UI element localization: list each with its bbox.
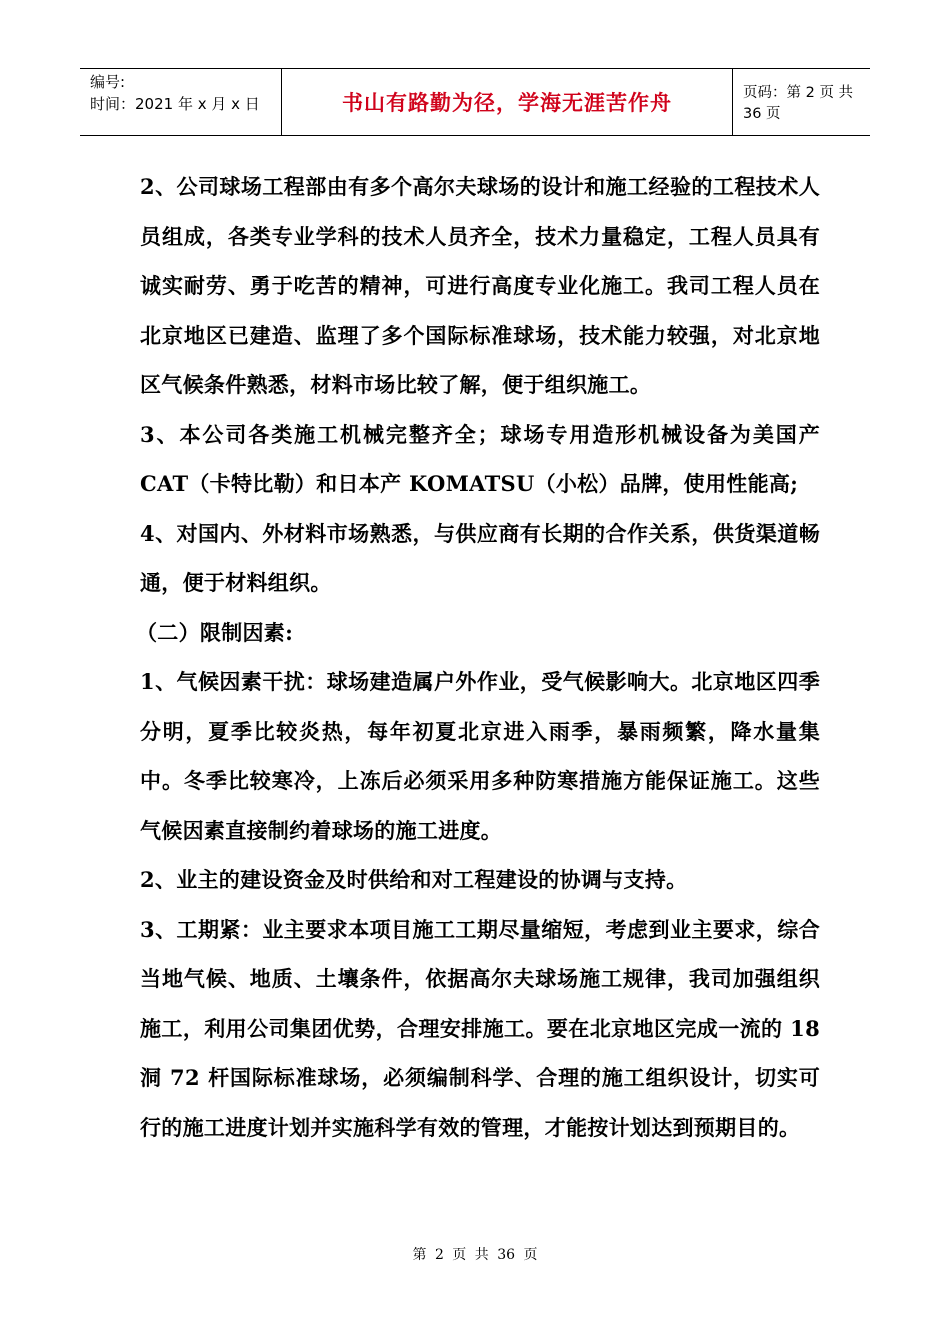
page-header [80, 68, 870, 136]
document-number-label: 编号: [90, 73, 126, 91]
paragraph: 2、公司球场工程部由有多个高尔夫球场的设计和施工经验的工程技术人员组成，各类专业学科的技术人员齐全，技术力量稳定，工程人员具有诚实耐劳、勇于吃苦的精神，可进行高度专业化施工。我司工程人员在北京地区已建造、监理了多个国际标准球场，技术能力较强，对北京地区气候条件熟悉，材料市场比较了解，便于组织施工。 [140, 174, 820, 397]
document-body [136, 162, 820, 1152]
document-date: 时间：2021 年 x 月 x 日 [90, 95, 260, 113]
header-motto: 书山有路勤为径，学海无涯苦作舟 [281, 69, 733, 135]
section-heading: （二）限制因素: [136, 619, 294, 645]
paragraph: 3、本公司各类施工机械完整齐全；球场专用造形机械设备为美国产 CAT（卡特比勒）和日本产 KOMATSU（小松）品牌，使用性能高; [140, 421, 820, 496]
paragraph: 2、业主的建设资金及时供给和对工程建设的协调与支持。 [140, 867, 688, 892]
paragraph: 4、对国内、外材料市场熟悉，与供应商有长期的合作关系，供货渠道畅通，便于材料组织。 [140, 520, 820, 595]
header-meta [80, 69, 281, 135]
page-footer: 第 2 页 共 36 页 [412, 1247, 538, 1263]
paragraph: 3、工期紧：业主要求本项目施工工期尽量缩短，考虑到业主要求，综合当地气候、地质、土壤条件，依据高尔夫球场施工规律，我司加强组织施工，利用公司集团优势，合理安排施工。要在北京地区完成一流的 18 洞 72 杆国际标准球场，必须编制科学、合理的施工组织设计，切实可行的施工进度计划并实施科学有效的管理，才能按计划达到预期目的。 [140, 916, 820, 1140]
header-page-info: 页码：第 2 页 共 36 页 [743, 85, 854, 122]
paragraph: 1、气候因素干扰：球场建造属户外作业，受气候影响大。北京地区四季分明，夏季比较炎热，每年初夏北京进入雨季，暴雨频繁，降水量集中。冬季比较寒冷，上冻后必须采用多种防寒措施方能保证施工。这些气候因素直接制约着球场的施工进度。 [140, 669, 820, 843]
